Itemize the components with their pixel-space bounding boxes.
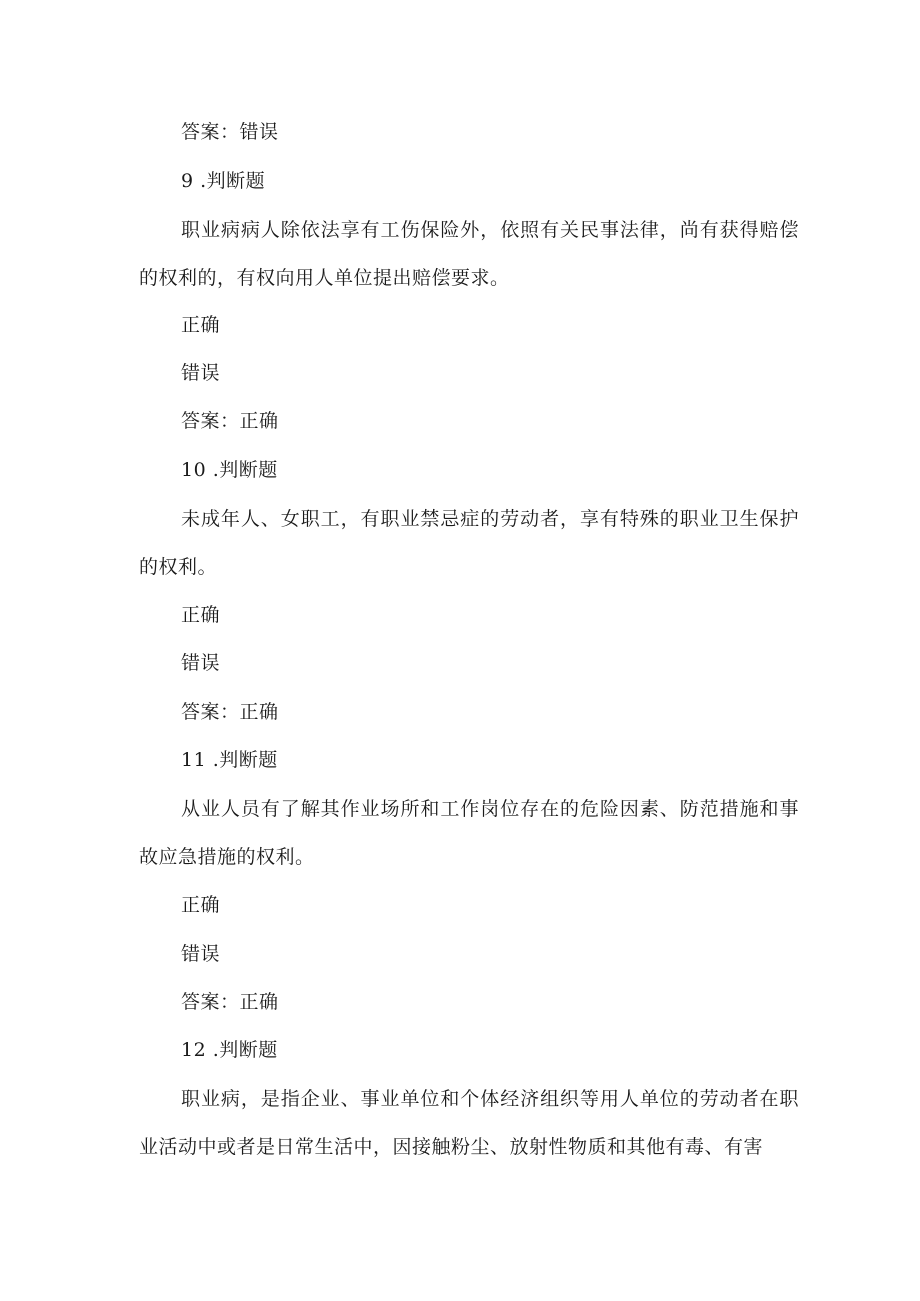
question-number: 11	[181, 749, 207, 771]
option-wrong: 错误	[181, 362, 221, 384]
question-text: 职业病，是指企业、事业单位和个体经济组织等用人单位的劳动者在职业活动中或者是日常生活中，因接触粉尘、放射性物质和其他有毒、有害	[139, 1088, 799, 1158]
question-type: .判断题	[212, 1039, 278, 1061]
question-heading	[181, 748, 278, 772]
question-text: 从业人员有了解其作业场所和工作岗位存在的危险因素、防范措施和事故应急措施的权利。	[139, 798, 799, 868]
question-heading	[181, 1038, 278, 1062]
question-type: .判断题	[212, 459, 278, 481]
question-heading	[181, 458, 278, 482]
question-heading	[181, 169, 265, 193]
question-text: 未成年人、女职工，有职业禁忌症的劳动者，享有特殊的职业卫生保护的权利。	[139, 508, 799, 578]
question-number: 12	[181, 1039, 207, 1061]
question-type: .判断题	[212, 749, 278, 771]
question-text: 职业病病人除依法享有工伤保险外，依照有关民事法律，尚有获得赔偿的权利的，有权向用人单位提出赔偿要求。	[139, 219, 799, 289]
question-type: .判断题	[200, 170, 266, 192]
option-correct: 正确	[181, 894, 221, 916]
option-wrong: 错误	[181, 943, 221, 965]
option-correct: 正确	[181, 314, 221, 336]
answer-line: 答案：正确	[181, 701, 279, 723]
answer-line: 答案：正确	[181, 410, 279, 432]
question-number: 9	[181, 170, 194, 192]
option-wrong: 错误	[181, 652, 221, 674]
answer-line: 答案：正确	[181, 991, 279, 1013]
option-correct: 正确	[181, 604, 221, 626]
question-number: 10	[181, 459, 207, 481]
answer-line: 答案：错误	[181, 121, 279, 143]
